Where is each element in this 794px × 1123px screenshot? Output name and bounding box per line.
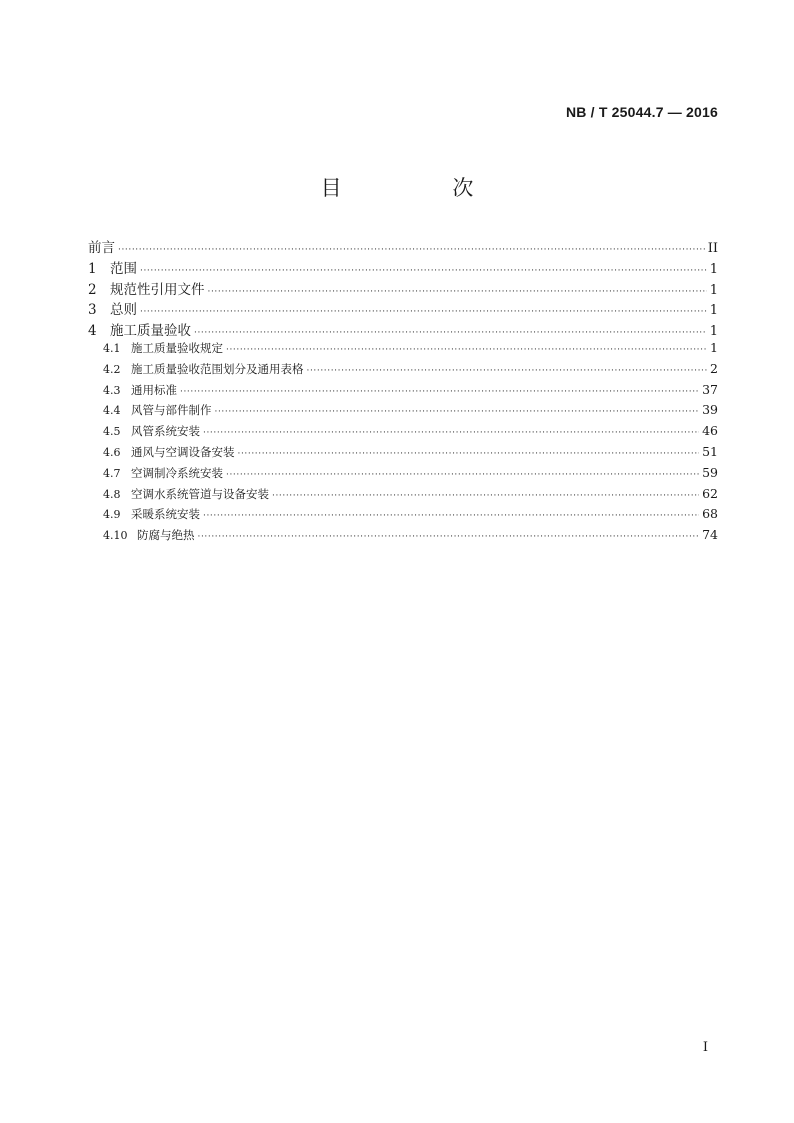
- toc-leader-dots: [226, 470, 699, 480]
- toc-entry-page: 1: [709, 282, 718, 298]
- toc-entry-title: 通用标准: [131, 382, 177, 397]
- toc-entry-number: 3: [88, 302, 97, 319]
- toc-entry-2[interactable]: [88, 278, 718, 299]
- toc-leader-dots: [238, 449, 700, 459]
- toc-entry-page: 51: [702, 443, 718, 459]
- toc-entry-number: 4.7: [103, 466, 121, 480]
- toc-entry-title: 规范性引用文件: [110, 281, 205, 298]
- page-title: 目 次: [320, 176, 526, 200]
- toc-entry-title: 施工质量验收: [110, 323, 191, 340]
- toc-entry-page: 39: [702, 402, 718, 418]
- toc-entry-number: 4.2: [103, 362, 121, 376]
- toc-leader-dots: [198, 532, 700, 542]
- toc-entry-title: 范围: [110, 260, 137, 277]
- toc-entry-page: 1: [710, 339, 718, 355]
- toc-entry-4-9[interactable]: [88, 506, 718, 527]
- toc-entry-page: 1: [709, 261, 718, 277]
- toc-entry-title: 风管与部件制作: [131, 403, 212, 418]
- page-number: I: [702, 1040, 708, 1055]
- toc-leader-dots: [140, 266, 707, 276]
- toc-leader-dots: [203, 511, 699, 521]
- toc-entry-4-2[interactable]: [88, 361, 718, 382]
- toc-leader-dots: [203, 428, 699, 438]
- toc-entry-page: 46: [702, 423, 718, 439]
- toc-entry-title: 施工质量验收范围划分及通用表格: [131, 361, 304, 376]
- toc-leader-dots: [208, 287, 707, 297]
- toc-entry-title: 防腐与绝热: [137, 528, 195, 543]
- toc-entry-number: 4.3: [103, 383, 121, 397]
- toc-entry-4[interactable]: [88, 319, 718, 340]
- toc-entry-4-7[interactable]: [88, 465, 718, 486]
- toc-entry-title: 施工质量验收规定: [131, 340, 223, 355]
- toc-leader-dots: [180, 387, 699, 397]
- standard-code: NB / T 25044.7 — 2016: [565, 104, 718, 120]
- toc-entry-number: 1: [88, 260, 97, 277]
- toc-entry-3[interactable]: [88, 298, 718, 319]
- toc-entry-1[interactable]: [88, 257, 718, 278]
- toc-entry-page: 62: [702, 485, 718, 501]
- toc-entry-title: 前言: [88, 240, 115, 256]
- toc-leader-dots: [226, 345, 707, 355]
- toc-entry-page: 1: [709, 303, 718, 319]
- toc-entry-4-6[interactable]: [88, 444, 718, 465]
- toc-entry-page: 37: [702, 381, 718, 397]
- toc-leader-dots: [307, 366, 708, 376]
- toc-entry-title: 通风与空调设备安装: [131, 444, 235, 459]
- toc-entry-4-8[interactable]: [88, 486, 718, 507]
- toc-entry-number: 4.5: [103, 425, 121, 439]
- toc-leader-dots: [194, 328, 707, 338]
- toc-entry-number: 4.1: [103, 341, 121, 355]
- toc-entry-4-1[interactable]: [88, 340, 718, 361]
- toc-entry-number: 4: [88, 323, 97, 340]
- toc-entry-number: 2: [88, 281, 97, 298]
- toc-entry-page: 1: [709, 324, 718, 340]
- toc-entry-4-4[interactable]: [88, 402, 718, 423]
- table-of-contents: [88, 236, 718, 548]
- toc-entry-number: 4.6: [103, 445, 121, 459]
- toc-leader-dots: [118, 245, 705, 255]
- toc-entry-number: 4.8: [103, 487, 121, 501]
- toc-entry-4-10[interactable]: [88, 527, 718, 548]
- toc-entry-title: 空调制冷系统安装: [131, 465, 223, 480]
- toc-entry-title: 空调水系统管道与设备安装: [131, 486, 269, 501]
- toc-entry-page: 59: [702, 464, 718, 480]
- toc-entry-page: 74: [702, 527, 718, 543]
- toc-entry-title: 风管系统安装: [131, 424, 200, 439]
- toc-entry-page: 2: [710, 360, 718, 376]
- toc-entry-page: II: [707, 241, 718, 256]
- toc-leader-dots: [215, 407, 700, 417]
- toc-entry-4-5[interactable]: [88, 423, 718, 444]
- toc-entry-number: 4.10: [103, 529, 128, 543]
- toc-entry-number: 4.9: [103, 508, 121, 522]
- toc-entry-page: 68: [702, 506, 718, 522]
- toc-entry-number: 4.4: [103, 404, 121, 418]
- toc-leader-dots: [272, 491, 699, 501]
- toc-leader-dots: [140, 307, 707, 317]
- toc-entry-foreword[interactable]: [88, 236, 718, 257]
- toc-entry-title: 总则: [110, 302, 137, 319]
- toc-entry-4-3[interactable]: [88, 382, 718, 403]
- toc-entry-title: 采暖系统安装: [131, 507, 200, 522]
